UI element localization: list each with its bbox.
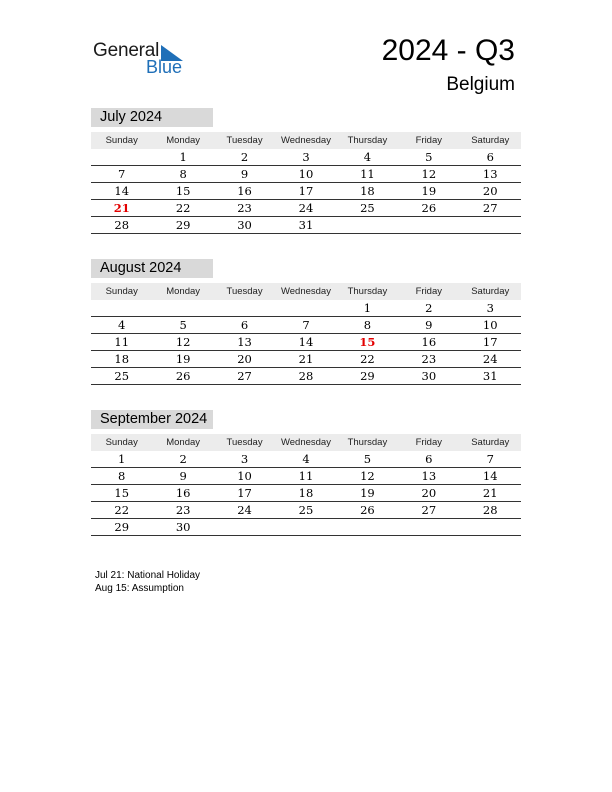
weekday-label: Monday — [166, 286, 201, 297]
week-row — [91, 468, 521, 485]
day-cell: 23 — [237, 201, 252, 215]
day-cell: 1 — [118, 452, 126, 466]
day-cell — [275, 519, 336, 535]
week-row — [91, 317, 521, 334]
weekday-label: Sunday — [105, 437, 138, 448]
day-cell — [398, 519, 459, 535]
week-row — [91, 200, 521, 217]
day-cell: 19 — [175, 352, 191, 366]
weekday-label: Friday — [415, 135, 443, 146]
day-cell: 17 — [237, 486, 252, 500]
day-cell: 20 — [421, 486, 437, 500]
day-cell: 6 — [486, 150, 494, 164]
day-cell: 31 — [482, 369, 498, 383]
weekday-label: Wednesday — [280, 286, 331, 297]
day-cell: 23 — [421, 352, 437, 366]
weekday-header — [91, 132, 521, 149]
day-cell: 5 — [425, 150, 433, 164]
day-cell: 3 — [240, 452, 249, 466]
week-row — [91, 351, 521, 368]
month-title: July 2024 — [91, 108, 213, 127]
holiday-notes — [95, 569, 200, 595]
month-block — [91, 259, 521, 385]
day-cell: 10 — [482, 318, 498, 332]
day-cell: 22 — [175, 201, 191, 215]
day-cell — [275, 300, 336, 316]
day-cell: 13 — [482, 167, 498, 181]
holiday-day-cell: 21 — [113, 201, 130, 215]
day-cell: 5 — [363, 452, 372, 466]
day-cell: 15 — [114, 486, 130, 500]
day-cell: 20 — [482, 184, 498, 198]
week-row — [91, 368, 521, 385]
day-cell — [460, 519, 521, 535]
day-cell: 24 — [237, 503, 252, 517]
day-cell: 6 — [425, 452, 433, 466]
day-cell — [214, 519, 275, 535]
weekday-label: Saturday — [471, 135, 510, 146]
weekday-header — [91, 283, 521, 300]
day-cell: 18 — [114, 352, 130, 366]
day-cell: 7 — [118, 167, 126, 181]
day-cell: 11 — [114, 335, 130, 349]
day-cell: 27 — [421, 503, 437, 517]
weekday-label: Tuesday — [226, 286, 263, 297]
weekday-label: Tuesday — [226, 135, 263, 146]
day-cell: 30 — [237, 218, 252, 232]
day-cell: 29 — [360, 369, 375, 383]
weekday-label: Monday — [166, 437, 201, 448]
day-cell: 12 — [175, 335, 191, 349]
day-cell: 10 — [237, 469, 252, 483]
day-cell: 22 — [114, 503, 130, 517]
note-line: Aug 15: Assumption — [95, 583, 184, 594]
day-cell — [152, 300, 213, 316]
week-row — [91, 485, 521, 502]
day-cell: 2 — [240, 150, 249, 164]
day-cell: 5 — [179, 318, 187, 332]
day-cell: 16 — [421, 335, 437, 349]
day-cell: 7 — [486, 452, 494, 466]
day-cell: 26 — [360, 503, 375, 517]
weekday-label: Saturday — [471, 437, 510, 448]
day-cell — [91, 300, 152, 316]
day-cell: 11 — [360, 167, 375, 181]
day-cell: 9 — [240, 167, 249, 181]
day-cell: 25 — [360, 201, 375, 215]
day-cell — [337, 519, 398, 535]
week-row — [91, 217, 521, 234]
day-cell: 24 — [298, 201, 314, 215]
day-cell: 6 — [240, 318, 249, 332]
day-cell — [91, 149, 152, 165]
day-cell: 30 — [421, 369, 437, 383]
day-cell: 21 — [482, 486, 498, 500]
week-row — [91, 502, 521, 519]
day-cell: 26 — [175, 369, 191, 383]
day-cell: 16 — [237, 184, 252, 198]
day-cell: 19 — [421, 184, 437, 198]
day-cell: 30 — [175, 520, 191, 534]
weekday-label: Thursday — [347, 135, 388, 146]
day-cell: 4 — [363, 150, 372, 164]
day-cell: 8 — [179, 167, 187, 181]
page-title: 2024 - Q3 — [381, 34, 515, 67]
day-cell: 1 — [179, 150, 187, 164]
weekday-header — [91, 434, 521, 451]
weekday-label: Thursday — [347, 286, 388, 297]
weekday-label: Tuesday — [226, 437, 263, 448]
weekday-label: Sunday — [105, 286, 138, 297]
day-cell: 17 — [482, 335, 498, 349]
day-cell: 18 — [298, 486, 314, 500]
weekday-label: Wednesday — [280, 437, 331, 448]
month-title: August 2024 — [91, 259, 213, 278]
day-cell: 13 — [237, 335, 252, 349]
weekday-label: Thursday — [347, 437, 388, 448]
day-cell: 2 — [425, 301, 433, 315]
day-cell: 28 — [114, 218, 130, 232]
weekday-label: Friday — [415, 286, 443, 297]
country-name: Belgium — [446, 74, 515, 95]
day-cell: 17 — [298, 184, 314, 198]
day-cell: 3 — [486, 301, 494, 315]
month-title: September 2024 — [91, 410, 213, 429]
day-cell: 7 — [302, 318, 310, 332]
day-cell: 27 — [237, 369, 252, 383]
day-cell: 12 — [421, 167, 437, 181]
week-row — [91, 334, 521, 351]
brand-logo — [93, 40, 193, 80]
day-cell: 13 — [421, 469, 437, 483]
day-cell — [337, 217, 398, 233]
day-cell: 4 — [118, 318, 126, 332]
day-cell: 26 — [421, 201, 437, 215]
day-cell: 29 — [175, 218, 191, 232]
week-row — [91, 166, 521, 183]
day-cell: 31 — [298, 218, 314, 232]
week-row — [91, 451, 521, 468]
logo-word-blue: Blue — [146, 57, 183, 77]
day-cell: 4 — [302, 452, 310, 466]
day-cell: 27 — [482, 201, 498, 215]
day-cell: 8 — [363, 318, 372, 332]
day-cell: 16 — [175, 486, 191, 500]
day-cell: 29 — [114, 520, 130, 534]
day-cell — [460, 217, 521, 233]
week-row — [91, 300, 521, 317]
day-cell: 21 — [298, 352, 314, 366]
day-cell: 2 — [179, 452, 187, 466]
day-cell: 25 — [298, 503, 314, 517]
day-cell: 15 — [175, 184, 191, 198]
day-cell: 9 — [425, 318, 433, 332]
weekday-label: Sunday — [105, 135, 138, 146]
week-row — [91, 183, 521, 200]
logo-word-general: General — [93, 40, 160, 61]
weekday-label: Friday — [415, 437, 443, 448]
day-cell: 14 — [482, 469, 498, 483]
day-cell: 10 — [298, 167, 314, 181]
day-cell — [398, 217, 459, 233]
day-cell: 19 — [360, 486, 375, 500]
day-cell — [214, 300, 275, 316]
day-cell: 8 — [118, 469, 126, 483]
day-cell: 28 — [298, 369, 314, 383]
holiday-day-cell: 15 — [359, 335, 376, 349]
month-block — [91, 410, 521, 536]
day-cell: 20 — [237, 352, 252, 366]
day-cell: 9 — [179, 469, 187, 483]
day-cell: 14 — [298, 335, 314, 349]
day-cell: 1 — [363, 301, 372, 315]
month-block — [91, 108, 521, 234]
weekday-label: Saturday — [471, 286, 510, 297]
day-cell: 18 — [360, 184, 375, 198]
day-cell: 23 — [175, 503, 191, 517]
day-cell: 14 — [114, 184, 130, 198]
day-cell: 24 — [482, 352, 498, 366]
day-cell: 25 — [114, 369, 130, 383]
week-row — [91, 519, 521, 536]
day-cell: 12 — [360, 469, 375, 483]
day-cell: 28 — [482, 503, 498, 517]
day-cell: 22 — [360, 352, 375, 366]
note-line: Jul 21: National Holiday — [95, 570, 201, 581]
day-cell: 3 — [302, 150, 310, 164]
weekday-label: Wednesday — [280, 135, 331, 146]
day-cell: 11 — [298, 469, 314, 483]
week-row — [91, 149, 521, 166]
weekday-label: Monday — [166, 135, 201, 146]
